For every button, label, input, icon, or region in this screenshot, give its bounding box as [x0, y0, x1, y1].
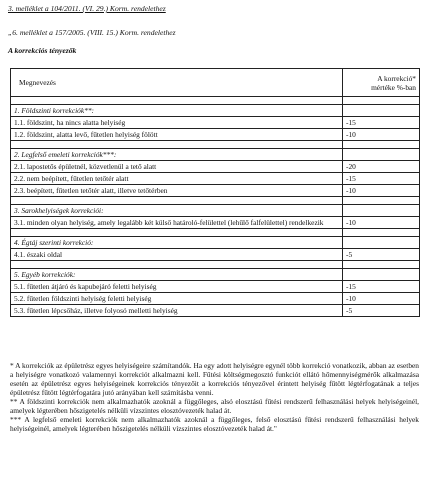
table-row [11, 281, 420, 293]
row-label: 1.1. földszint, ha nincs alatta helyiség [11, 117, 343, 129]
row-label: 2.2. nem beépített, fűtetlen tetőtér alatt [11, 173, 343, 185]
table-row [11, 217, 420, 229]
row-value: -15 [343, 173, 420, 185]
footnote-2: ** A földszinti korrekciók nem alkalmazhatók azoknál a függőleges, alsó elosztású fűtési rendszerű felhasználási helyek helyiségeinél, amelyek légterében hőszigetelés nélküli vízszintes elosztóvezeték halad át. [10, 397, 419, 416]
row-value: -5 [343, 249, 420, 261]
row-label: 5.3. fűtetlen lépcsőház, illetve folyosó melletti helyiség [11, 305, 343, 317]
row-label: 5.1. fűtetlen átjáró és kapubejáró feletti helyiség [11, 281, 343, 293]
spacer-row [11, 141, 420, 149]
table-row [11, 117, 420, 129]
footnote-1: * A korrekciók az épületrész egyes helyiségeire számítandók. Ha egy adott helyiségre egynél több korrekció vonatkozik, abban az esetben a helyiségre vonatkozó valamennyi korrekciót alkalmazni kell. Fűtési költségmegosztó funkciót ellátó hőmennyiségmérők alkalmazása esetén az épületrész egyes helyiségeinek korrekciós tényezőit a korrekciós tényezővel érintett helyiség fűtött légtérfogatának a teljes épületrész fűtött légtérfogatára jutó arányában kell számításba venni. [10, 361, 419, 398]
row-value: -10 [343, 129, 420, 141]
section-title: 1. Földszinti korrekciók**: [11, 105, 343, 117]
annex-line: 3. melléklet a 104/2011. (VI. 29.) Korm. rendelethez [8, 4, 166, 13]
table-row [11, 161, 420, 173]
row-value: -5 [343, 305, 420, 317]
section-title-row [11, 105, 420, 117]
correction-factors-table [10, 68, 420, 317]
row-label: 4.1. északi oldal [11, 249, 343, 261]
row-value: -10 [343, 185, 420, 197]
row-label: 2.3. beépített, fűtetlen tetőtér alatt, illetve tetőtérben [11, 185, 343, 197]
column-header-rate-line1: A korrekció* [377, 73, 416, 83]
section-title: 3. Sarokhelyiségek korrekciói: [11, 205, 343, 217]
table-row [11, 129, 420, 141]
table-row [11, 185, 420, 197]
table-header-row [11, 69, 420, 97]
row-value: -10 [343, 293, 420, 305]
spacer-row [11, 261, 420, 269]
table-row [11, 173, 420, 185]
column-header-name: Megnevezés [11, 69, 343, 97]
row-value: -10 [343, 217, 420, 229]
footnote-3: *** A legfelső emeleti korrekciók nem alkalmazhatók azoknál a függőleges, felső elosztású fűtési rendszerű felhasználási helyek helyiségeinél, amelyek légterében hőszigetelés nélküli vízszintes elosztóvezeték halad át." [10, 415, 419, 434]
table-row [11, 249, 420, 261]
footnotes [10, 361, 419, 433]
section-title: 2. Legfelső emeleti korrekciók***: [11, 149, 343, 161]
row-value: -15 [343, 281, 420, 293]
row-label: 2.1. lapostetős épületnél, közvetlenül a tető alatt [11, 161, 343, 173]
column-header-rate [343, 69, 420, 97]
section-title-row [11, 237, 420, 249]
column-header-rate-line2: mértéke %-ban [371, 82, 416, 92]
row-label: 1.2. földszint, alatta levő, fűtetlen helyiség fölött [11, 129, 343, 141]
reference-line: „6. melléklet a 157/2005. (VIII. 15.) Korm. rendelethez [8, 28, 176, 37]
row-value: -20 [343, 161, 420, 173]
row-value: -15 [343, 117, 420, 129]
table-row [11, 305, 420, 317]
section-title-row [11, 149, 420, 161]
section-title-row [11, 269, 420, 281]
spacer-row [11, 197, 420, 205]
section-title: 4. Égtáj szerinti korrekció: [11, 237, 343, 249]
section-title: 5. Egyéb korrekciók: [11, 269, 343, 281]
row-label: 5.2. fűtetlen földszinti helyiség feletti helyiség [11, 293, 343, 305]
row-label: 3.1. minden olyan helyiség, amely legalább két külső határoló-felülettel (lehűlő falfelülettel) rendelkezik [11, 217, 343, 229]
spacer-row [11, 97, 420, 105]
section-title-row [11, 205, 420, 217]
page-title: A korrekciós tényezők [8, 46, 77, 55]
spacer-row [11, 229, 420, 237]
table-row [11, 293, 420, 305]
